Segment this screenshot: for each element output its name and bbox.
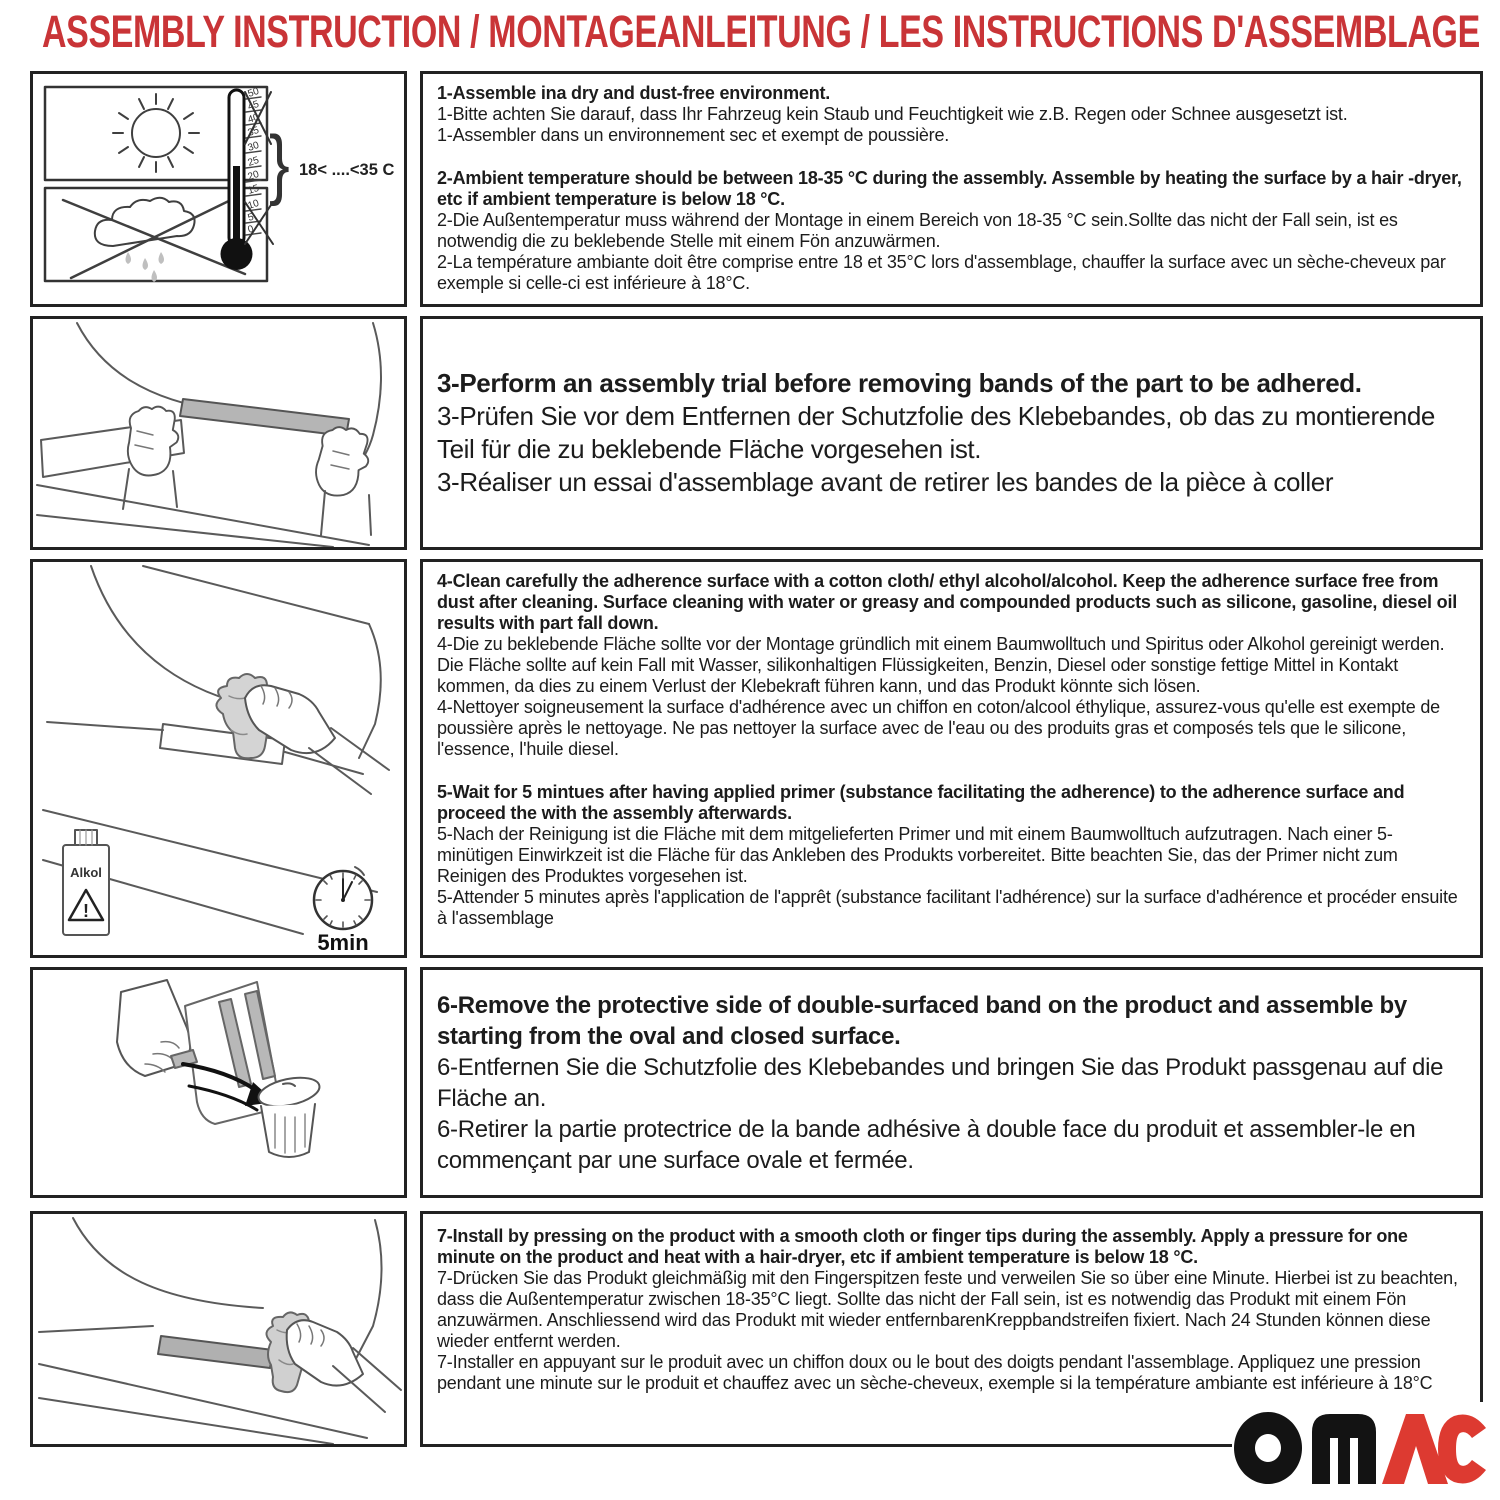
step1-text-fr: 1-Assembler dans un environnement sec et exempt de poussière. <box>437 125 950 145</box>
step7-text-fr: 7-Installer en appuyant sur le produit avec un chiffon doux ou le bout des doigts pendant l'assemblage. Appliquez une pression pendant une minute sur le produit et chauffez avec un sèche-cheveux, exemple si la température ambiante est inférieure à 18°C <box>437 1352 1433 1393</box>
step3-text-en: 3-Perform an assembly trial before removing bands of the part to be adhered. <box>437 368 1362 398</box>
press-install-illustration-svg <box>33 1214 404 1444</box>
right-hand <box>313 424 373 535</box>
step2-text-fr: 2-La température ambiante doit être comprise entre 18 et 35°C lors d'assemblage, chauffer la surface avec un sèche-cheveux par exemple si celle-ci est inférieure à 18°C. <box>437 252 1446 293</box>
step3-text <box>420 316 1483 550</box>
no-rain-icon <box>63 196 245 282</box>
step6-text-en: 6-Remove the protective side of double-surfaced band on the product and assemble by starting from the oval and closed surface. <box>437 991 1407 1050</box>
svg-text:5: 5 <box>246 211 256 224</box>
trial-fit-illustration-svg <box>33 319 404 547</box>
cleaning-illustration <box>30 559 407 958</box>
svg-text:50: 50 <box>246 85 261 100</box>
sill-left-line <box>39 1326 153 1332</box>
step7-text-en: 7-Install by pressing on the product with a smooth cloth or finger tips during the assembly. Apply a pressure for one minute on the product and heat with a hair-dryer, etc if ambient temperature is below 18 °C. <box>437 1226 1408 1267</box>
svg-text:!: ! <box>83 901 89 921</box>
step5-text-fr: 5-Attender 5 minutes après l'application de l'apprêt (substance facilitant l'adhérence) sur la surface d'adhérence et procéder ensuite à l'assemblage <box>437 887 1458 928</box>
step3-text-de: 3-Prüfen Sie vor dem Entfernen der Schutzfolie des Klebebandes, ob das zu montierende Teil für die zu beklebende Fläche vorgesehen ist. <box>437 401 1435 464</box>
omac-logo-letters <box>1234 1412 1486 1484</box>
logo-letter-o <box>1234 1412 1302 1484</box>
pressing-hand <box>287 1320 401 1412</box>
step6-text-de: 6-Entfernen Sie die Schutzfolie des Klebebandes und bringen Sie das Produkt passgenau auf die Fläche an. <box>437 1053 1444 1112</box>
step6-text-fr: 6-Retirer la partie protectrice de la bande adhésive à double face du produit et assembler-le en commençant par une surface ovale et fermée. <box>437 1115 1416 1174</box>
omac-logo <box>1232 1402 1488 1494</box>
svg-text:40: 40 <box>246 111 261 126</box>
trial-fit-illustration <box>30 316 407 550</box>
step-row-2 <box>0 316 1500 550</box>
step4-text-de: 4-Die zu beklebende Fläche sollte vor der Montage gründlich mit einem Baumwolltuch und Spiritus oder Alkohol gereinigt werden. Die Fläche sollte auf kein Fall mit Wasser, silikonhaltigen Flüssigkeiten, Benzin, Diesel oder sonstige fettige Mittel in Kontakt kommen, da dies zu einem Verlust der Klebekraft führen kann, und das Produkt könnte sich lösen. <box>437 634 1445 696</box>
logo-letter-c <box>1438 1415 1486 1484</box>
peel-film-illustration-svg <box>33 970 404 1195</box>
rocker-line-1 <box>37 485 369 545</box>
environment-illustration <box>30 71 407 307</box>
step5-text-de: 5-Nach der Reinigung ist die Fläche mit dem mitgelieferten Primer und mit einem Baumwolltuch aufzutragen. Nach einer 5-minütigen Einwirkzeit ist die Fläche für das Ankleben des Produkts vorbereitet. Bitte beachten Sie, das der Primer nicht zum Reinigen des Produktes vorgesehen ist. <box>437 824 1398 886</box>
sill-left-line <box>47 722 163 730</box>
press-install-illustration <box>30 1211 407 1447</box>
cleaning-illustration-svg <box>33 562 404 955</box>
environment-illustration-svg <box>33 74 404 304</box>
sill-right-line <box>285 752 363 774</box>
clock-duration-label: 5min <box>317 930 369 955</box>
step1-2-text <box>420 71 1483 307</box>
svg-text:25: 25 <box>246 154 261 169</box>
svg-text:15: 15 <box>246 182 261 197</box>
omac-logo-svg <box>1232 1402 1488 1494</box>
thermometer-icon <box>221 86 395 270</box>
page-title-text: ASSEMBLY INSTRUCTION / MONTAGEANLEITUNG / LES INSTRUCTIONS D'ASSEMBLAGE <box>42 6 1480 57</box>
step1-text-de: 1-Bitte achten Sie darauf, dass Ihr Fahrzeug kein Staub und Feuchtigkeit wie z.B. Regen oder Schnee ausgesetzt ist. <box>437 104 1348 124</box>
installed-trim-strip <box>158 1336 273 1368</box>
step3-text-fr: 3-Réaliser un essai d'assemblage avant de retirer les bandes de la pièce à coller <box>437 467 1334 497</box>
alcohol-bottle-icon <box>63 830 109 935</box>
step-row-1 <box>0 71 1500 307</box>
step6-text <box>420 967 1483 1198</box>
door-edge-line <box>77 323 277 417</box>
step5-text-en: 5-Wait for 5 mintues after having applied primer (substance facilitating the adherence) to the adherence surface and proceed the with the assembly afterwards. <box>437 782 1405 823</box>
peel-film-illustration <box>30 967 407 1198</box>
temperature-range-label: 18< ....<35 C <box>299 161 395 179</box>
door-edge-line <box>73 1218 263 1308</box>
brace-glyph: } <box>269 119 290 207</box>
svg-text:35: 35 <box>246 124 261 139</box>
svg-text:30: 30 <box>246 139 261 154</box>
step4-text-en: 4-Clean carefully the adherence surface with a cotton cloth/ ethyl alcohol/alcohol. Keep the adherence surface free from dust after cleaning. Surface cleaning with water or greasy and compounded products such as silicone, gasoline, diesel oil results with part fall down. <box>437 571 1458 633</box>
clock-icon <box>314 867 372 955</box>
step4-text-fr: 4-Nettoyer soigneusement la surface d'adhérence avec un chiffon en coton/alcool éthylique, assurez-vous qu'elle est exempte de poussière après le nettoyage. Ne pas nettoyer la surface avec de l'eau ou des produits gras et composés tels que le silicone, l'essence, l'huile diesel. <box>437 697 1440 759</box>
door-top-line <box>143 566 369 624</box>
svg-text:0: 0 <box>246 223 256 236</box>
step2-text-de: 2-Die Außentemperatur muss während der Montage in einem Bereich von 18-35 °C sein.Sollte das nicht der Fall sein, ist es notwendig die zu beklebende Stelle mit einem Fön anzuwärmen. <box>437 210 1398 251</box>
page-title <box>42 6 1500 58</box>
step-row-4 <box>0 967 1500 1198</box>
door-right-edge-line <box>359 624 381 758</box>
sill-trim-strip <box>180 399 349 436</box>
step7-text-de: 7-Drücken Sie das Produkt gleichmäßig mit den Fingerspitzen feste und verweilen Sie so über eine Minute. Hierbei ist zu beachten, dass die Außentemperatur zwischen 18-35°C liegt. Sollte das nicht der Fall sein, ist es notwendig das Produkt mit einem Fön anzuwärmen. Anschliessend wird das Produkt mit wieder entfernbarenKreppbandstreifen fixiert. Nach 24 Stunden können diese wieder entfernt werden. <box>437 1268 1458 1351</box>
logo-letter-m <box>1312 1414 1376 1484</box>
left-hand <box>123 407 178 509</box>
bottle-label: Alkol <box>70 865 102 880</box>
step-row-3 <box>0 559 1500 958</box>
sun-icon <box>113 94 199 172</box>
svg-text:20: 20 <box>246 168 261 183</box>
step2-text-en: 2-Ambient temperature should be between 18-35 °C during the assembly. Assemble by heating the surface by a hair -dryer, etc if ambient temperature is below 18 °C. <box>437 168 1462 209</box>
svg-text:45: 45 <box>246 98 261 113</box>
step4-5-text <box>420 559 1483 958</box>
step1-text-en: 1-Assemble ina dry and dust-free environment. <box>437 83 831 103</box>
svg-text:10: 10 <box>246 197 261 212</box>
